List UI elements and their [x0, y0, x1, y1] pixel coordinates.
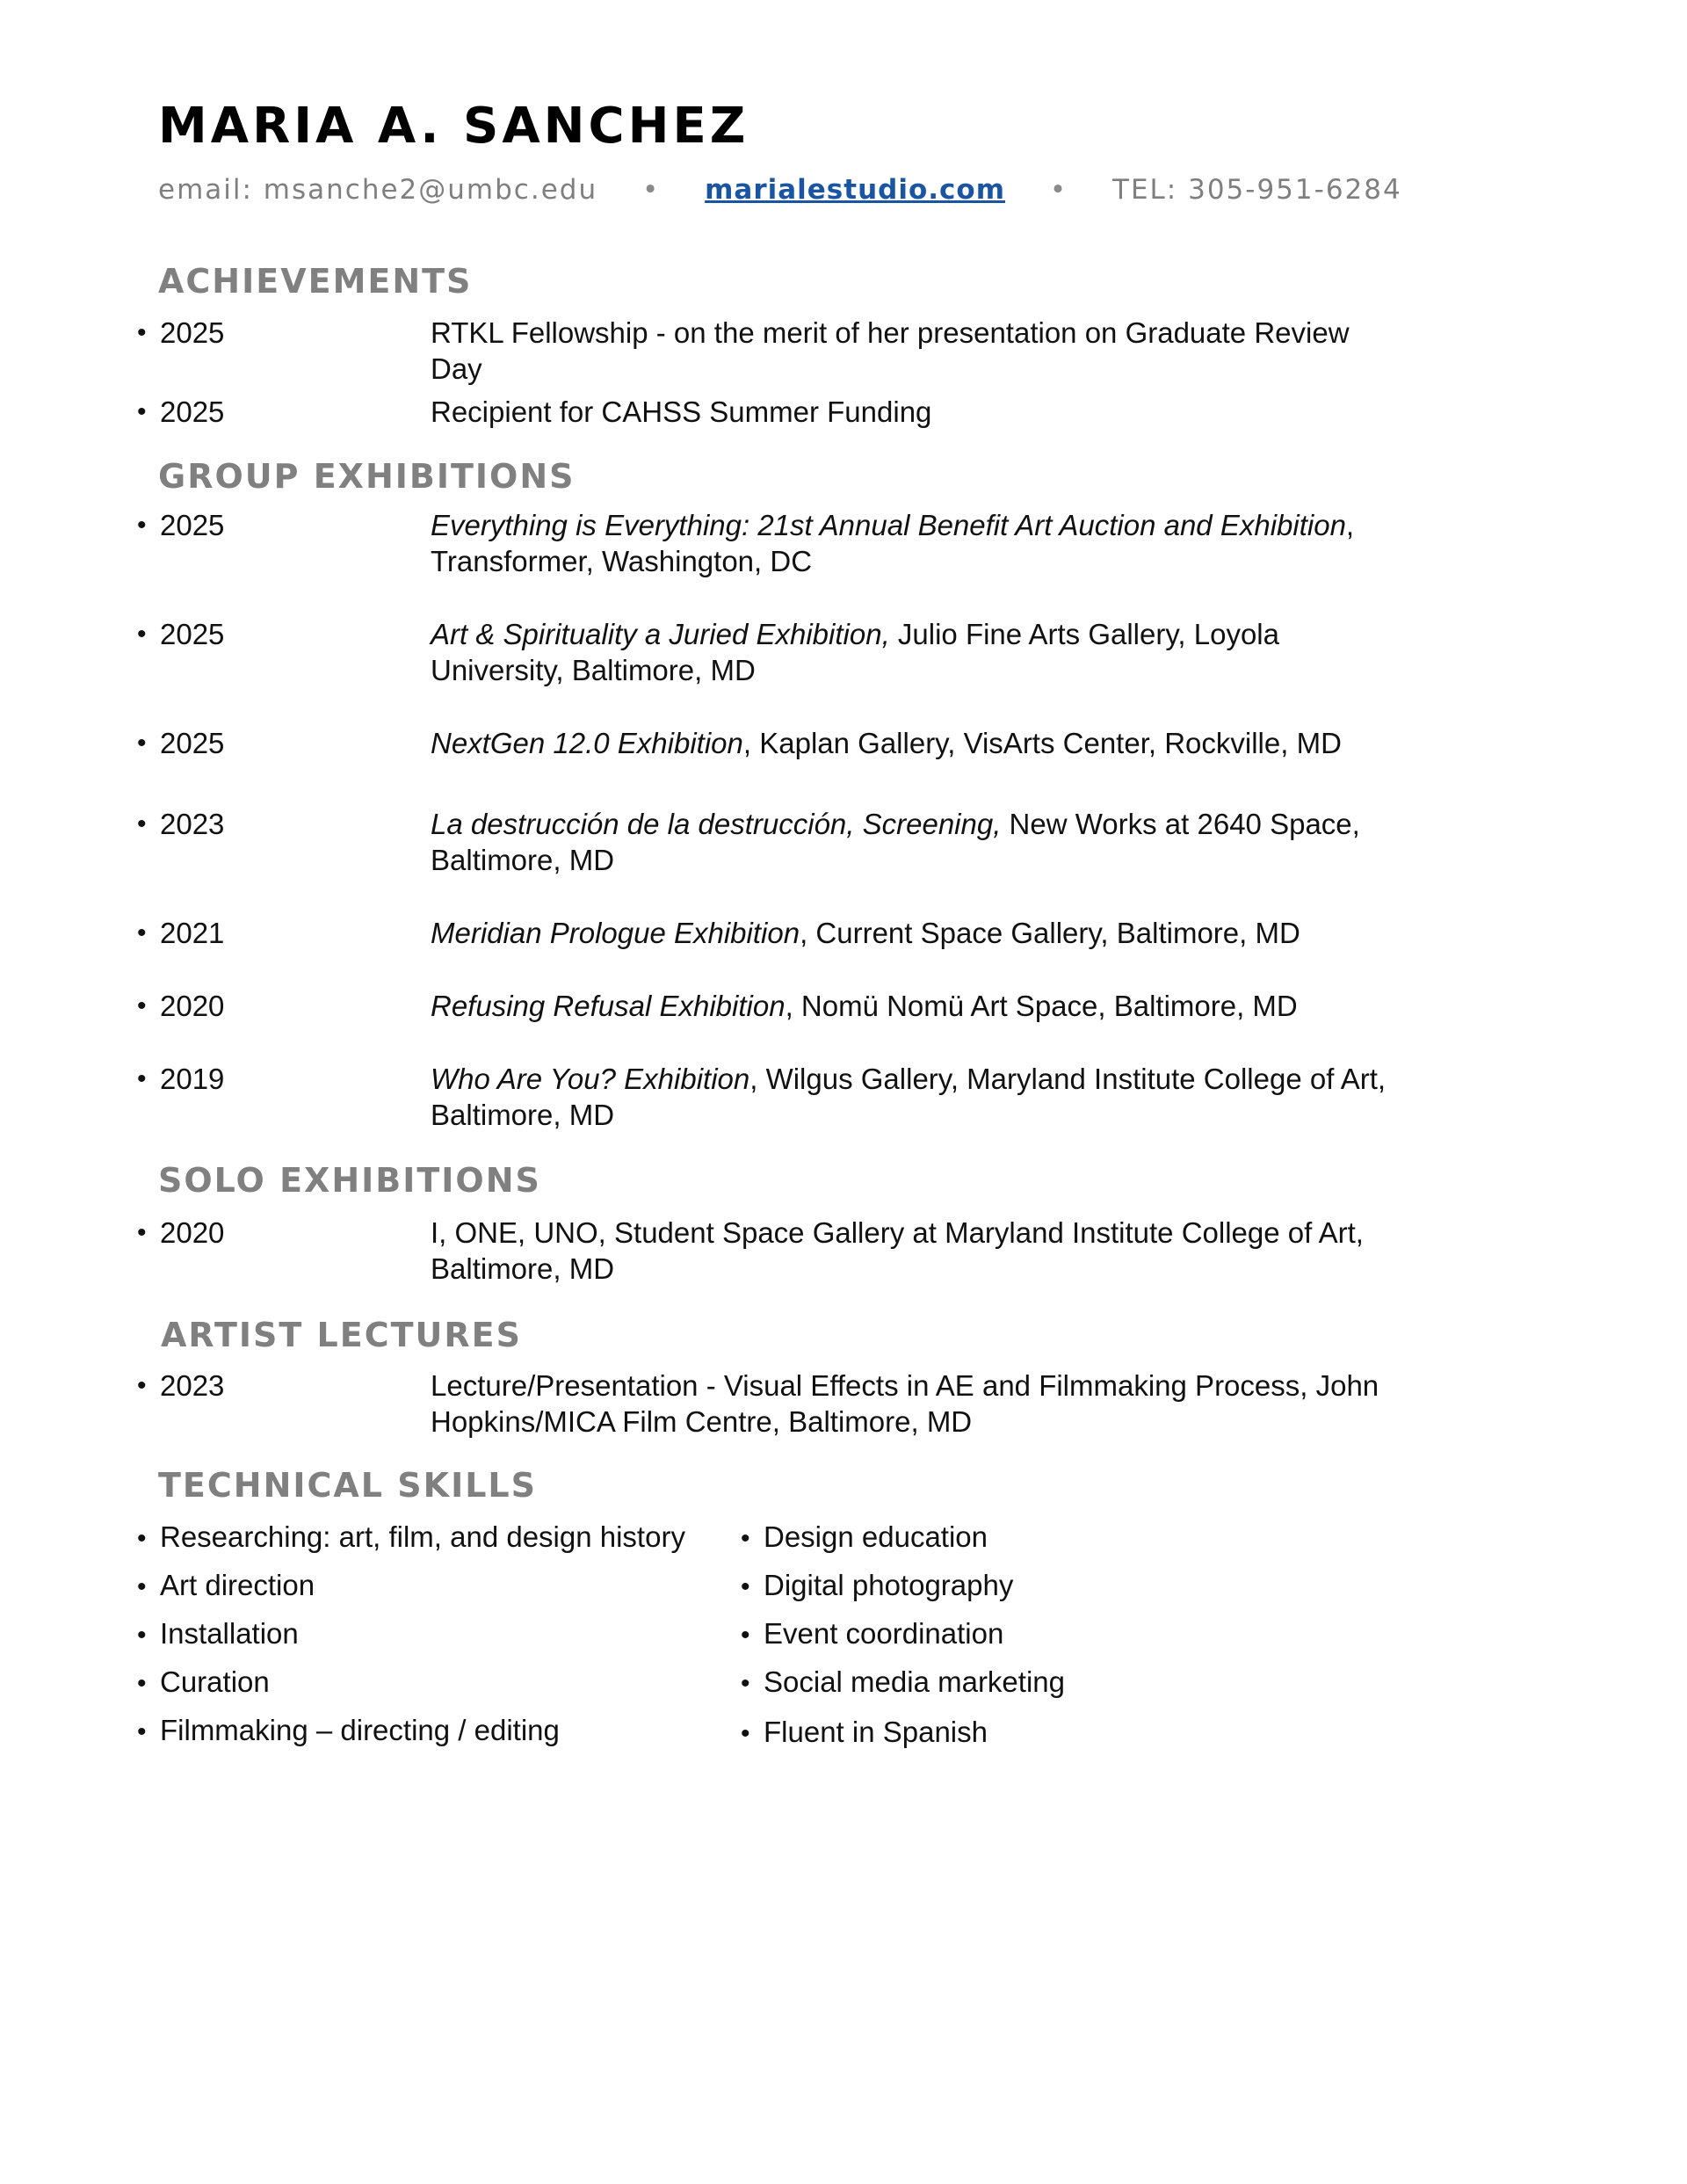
entry-year: 2025 [160, 509, 225, 541]
entry-description [431, 988, 1397, 1024]
exhibition-venue: , Nomü Nomü Art Space, Baltimore, MD [785, 990, 1298, 1022]
skill-item [741, 1615, 1003, 1653]
exhibition-title: Meridian Prologue Exhibition [431, 917, 800, 949]
exhibition-title: Refusing Refusal Exhibition [431, 990, 786, 1022]
bullet: • [137, 918, 147, 947]
exhibition-title: NextGen 12.0 Exhibition [431, 727, 743, 759]
website-link[interactable]: marialestudio.com [705, 174, 1006, 206]
bullet: • [137, 1572, 147, 1601]
exhibition-title: La destrucción de la destrucción, Screening, [431, 808, 1002, 840]
skill-item [741, 1714, 988, 1752]
skill-label: Art direction [160, 1569, 315, 1601]
entry-year: 2025 [160, 395, 225, 428]
skill-label: Installation [160, 1617, 299, 1650]
entry-description: I, ONE, UNO, Student Space Gallery at Maryland Institute College of Art, Baltimore, MD [431, 1216, 1364, 1285]
entry-year: 2020 [160, 1216, 225, 1249]
skill-label: Event coordination [764, 1617, 1004, 1650]
bullet: • [137, 1717, 147, 1746]
skill-label: Fluent in Spanish [764, 1716, 988, 1748]
bullet: • [137, 318, 147, 347]
bullet: • [137, 1621, 147, 1650]
skill-label: Digital photography [764, 1569, 1014, 1601]
bullet: • [137, 1669, 147, 1698]
contact-line [158, 172, 1402, 207]
entry-description [431, 507, 1397, 579]
entry-description: RTKL Fellowship - on the merit of her presentation on Graduate Review Day [431, 316, 1350, 385]
phone-text: TEL: 305-951-6284 [1112, 174, 1402, 206]
bullet: • [137, 511, 147, 540]
skill-item [137, 1712, 560, 1750]
entry-description: Recipient for CAHSS Summer Funding [431, 395, 932, 428]
skill-label: Curation [160, 1665, 270, 1698]
bullet: • [741, 1719, 750, 1748]
entry-year: 2020 [160, 990, 225, 1022]
entry-year: 2019 [160, 1063, 225, 1095]
entry-description [431, 725, 1397, 761]
bullet: • [137, 1218, 147, 1247]
contact-separator: • [641, 174, 661, 206]
skill-item [137, 1567, 315, 1605]
skill-item [137, 1615, 299, 1653]
skill-label: Social media marketing [764, 1665, 1065, 1698]
section-title-group-exhibitions: GROUP EXHIBITIONS [158, 457, 576, 496]
skill-item [137, 1519, 685, 1556]
entry-year: 2023 [160, 1369, 225, 1402]
skill-label: Researching: art, film, and design history [160, 1520, 685, 1553]
entry-description [431, 1061, 1397, 1133]
entry-description: Lecture/Presentation - Visual Effects in AE and Filmmaking Process, John Hopkins/MICA Film Centre, Baltimore, MD [431, 1369, 1379, 1438]
section-title-artist-lectures: ARTIST LECTURES [161, 1316, 522, 1354]
bullet: • [137, 1524, 147, 1553]
resume-name: MARIA A. SANCHEZ [158, 98, 749, 155]
entry-description [431, 915, 1397, 951]
skill-item [741, 1567, 1013, 1605]
entry-year: 2025 [160, 727, 225, 759]
skill-label: Filmmaking – directing / editing [160, 1714, 560, 1746]
exhibition-venue: , Transformer, Washington, DC [431, 509, 1355, 577]
bullet: • [741, 1669, 750, 1698]
entry-description [431, 806, 1397, 878]
entry-year: 2025 [160, 316, 225, 349]
bullet: • [137, 729, 147, 758]
skill-item [741, 1519, 988, 1556]
skill-item [137, 1664, 270, 1701]
entry-year: 2025 [160, 618, 225, 650]
email-text: email: msanche2@umbc.edu [158, 174, 598, 206]
exhibition-title: Art & Spirituality a Juried Exhibition, [431, 618, 890, 650]
exhibition-venue: , Current Space Gallery, Baltimore, MD [800, 917, 1300, 949]
contact-separator: • [1049, 174, 1068, 206]
skill-label: Design education [764, 1520, 988, 1553]
bullet: • [137, 809, 147, 838]
bullet: • [137, 991, 147, 1020]
section-title-solo-exhibitions: SOLO EXHIBITIONS [158, 1161, 541, 1200]
exhibition-title: Everything is Everything: 21st Annual Benefit Art Auction and Exhibition [431, 509, 1346, 541]
bullet: • [137, 1371, 147, 1400]
exhibition-venue: New Works at 2640 Space, Baltimore, MD [431, 808, 1360, 876]
bullet: • [137, 1064, 147, 1093]
bullet: • [741, 1621, 750, 1650]
exhibition-title: Who Are You? Exhibition [431, 1063, 750, 1095]
section-title-technical-skills: TECHNICAL SKILLS [158, 1466, 537, 1505]
entry-year: 2021 [160, 917, 225, 949]
exhibition-venue: Julio Fine Arts Gallery, Loyola University, Baltimore, MD [431, 618, 1279, 686]
bullet: • [741, 1572, 750, 1601]
exhibition-venue: , Wilgus Gallery, Maryland Institute College of Art, Baltimore, MD [431, 1063, 1387, 1131]
skill-item [741, 1664, 1065, 1701]
entry-year: 2023 [160, 808, 225, 840]
bullet: • [741, 1524, 750, 1553]
exhibition-venue: , Kaplan Gallery, VisArts Center, Rockville, MD [742, 727, 1342, 759]
bullet: • [137, 620, 147, 649]
section-title-achievements: ACHIEVEMENTS [158, 262, 473, 301]
entry-description [431, 616, 1397, 688]
bullet: • [137, 397, 147, 426]
